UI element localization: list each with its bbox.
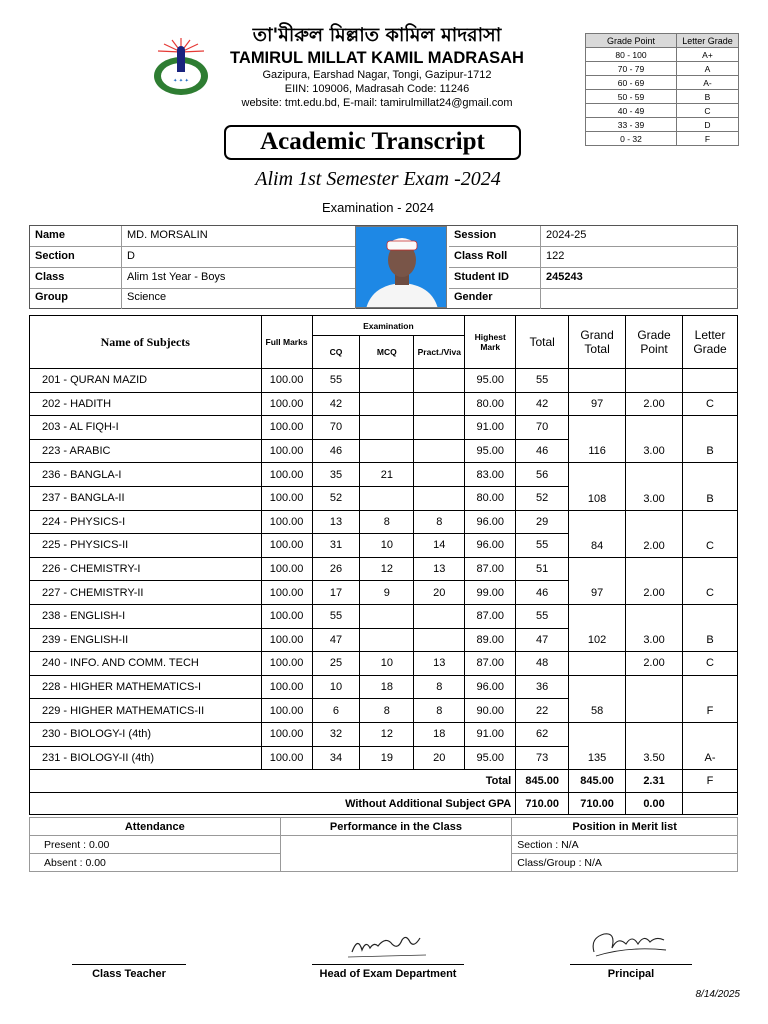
highest-mark: 96.00 — [465, 675, 516, 699]
grade-letter: A+ — [677, 48, 739, 62]
student-gender — [541, 288, 738, 309]
letter-grade — [682, 369, 737, 393]
full-marks: 100.00 — [261, 416, 312, 440]
highest-mark-header: Highest Mark — [465, 316, 516, 369]
grand-total: 102 — [569, 604, 626, 651]
full-marks: 100.00 — [261, 604, 312, 628]
pract-marks — [414, 628, 465, 652]
grade-range: 60 - 69 — [586, 76, 677, 90]
grade-point: 3.00 — [626, 416, 683, 463]
highest-mark: 95.00 — [465, 746, 516, 770]
section-position: Section : N/A — [512, 836, 738, 854]
highest-mark: 96.00 — [465, 534, 516, 558]
grade-point: 2.00 — [626, 557, 683, 604]
highest-mark: 96.00 — [465, 510, 516, 534]
full-marks: 100.00 — [261, 581, 312, 605]
table-row — [30, 652, 738, 676]
group-label: Group — [30, 288, 122, 309]
subject-total: 46 — [516, 581, 569, 605]
subject-name: 237 - BANGLA-II — [30, 486, 262, 510]
grand-total — [569, 369, 626, 393]
grade-letter: C — [677, 104, 739, 118]
school-name: TAMIRUL MILLAT KAMIL MADRASAH — [230, 49, 524, 67]
grade-scale-row — [586, 104, 739, 118]
grade-range: 33 - 39 — [586, 118, 677, 132]
pract-marks: 13 — [414, 557, 465, 581]
cq-marks: 35 — [312, 463, 360, 487]
mcq-header: MCQ — [360, 336, 414, 369]
grade-point: 2.00 — [626, 392, 683, 416]
subject-total: 29 — [516, 510, 569, 534]
highest-mark: 91.00 — [465, 722, 516, 746]
section-label: Section — [30, 247, 122, 268]
subject-total: 70 — [516, 416, 569, 440]
principal-line — [570, 964, 692, 965]
grade-scale-table — [585, 33, 739, 146]
without-additional-label: Without Additional Subject GPA — [30, 793, 516, 815]
grade-letter: F — [677, 132, 739, 146]
subject-name: 224 - PHYSICS-I — [30, 510, 262, 534]
grand-total: 58 — [569, 675, 626, 722]
subject-name: 229 - HIGHER MATHEMATICS-II — [30, 699, 262, 723]
cq-header: CQ — [312, 336, 360, 369]
school-address: Gazipura, Earshad Nagar, Tongi, Gazipur-1712 — [262, 69, 492, 81]
grade-range: 0 - 32 — [586, 132, 677, 146]
table-row — [30, 416, 738, 440]
letter-grade: C — [682, 652, 737, 676]
pract-marks — [414, 369, 465, 393]
letter-grade: C — [682, 510, 737, 557]
mcq-marks — [360, 439, 414, 463]
subject-name: 236 - BANGLA-I — [30, 463, 262, 487]
grade-scale-row — [586, 132, 739, 146]
subject-total: 73 — [516, 746, 569, 770]
letter-grade-header: Letter Grade — [682, 316, 737, 369]
svg-text:✦ ✦ ✦: ✦ ✦ ✦ — [173, 78, 189, 84]
attendance-absent: Absent : 0.00 — [30, 854, 281, 872]
name-label: Name — [30, 226, 122, 247]
grand-total-header: Grand Total — [569, 316, 626, 369]
examination-header: Examination — [312, 316, 465, 336]
grade-range: 40 - 49 — [586, 104, 677, 118]
letter-grade: B — [682, 463, 737, 510]
subject-name: 231 - BIOLOGY-II (4th) — [30, 746, 262, 770]
grand-total: 84 — [569, 510, 626, 557]
subject-total: 48 — [516, 652, 569, 676]
without-additional-total: 710.00 — [516, 793, 569, 815]
grand-total: 135 — [569, 722, 626, 769]
cq-marks: 34 — [312, 746, 360, 770]
grand-total — [569, 652, 626, 676]
highest-mark: 80.00 — [465, 486, 516, 510]
subject-total: 22 — [516, 699, 569, 723]
student-id: 245243 — [541, 268, 738, 289]
mcq-marks — [360, 604, 414, 628]
cq-marks: 25 — [312, 652, 360, 676]
subject-name: 226 - CHEMISTRY-I — [30, 557, 262, 581]
mcq-marks — [360, 486, 414, 510]
mcq-marks: 21 — [360, 463, 414, 487]
mcq-marks — [360, 369, 414, 393]
full-marks-header: Full Marks — [261, 316, 312, 369]
grade-point: 3.00 — [626, 463, 683, 510]
grade-point-header: Grade Point — [626, 316, 683, 369]
student-class: Alim 1st Year - Boys — [122, 268, 356, 289]
grade-point: 2.00 — [626, 510, 683, 557]
pract-marks — [414, 416, 465, 440]
without-additional-grand: 710.00 — [569, 793, 626, 815]
pract-marks: 13 — [414, 652, 465, 676]
position-header: Position in Merit list — [512, 818, 738, 836]
letter-grade: B — [682, 604, 737, 651]
grand-total: 116 — [569, 416, 626, 463]
grade-point: 2.00 — [626, 652, 683, 676]
pract-marks: 20 — [414, 746, 465, 770]
id-label: Student ID — [449, 268, 541, 289]
total-marks: 845.00 — [516, 770, 569, 793]
without-additional-letter — [682, 793, 737, 815]
highest-mark: 99.00 — [465, 581, 516, 605]
grade-range: 70 - 79 — [586, 62, 677, 76]
student-session: 2024-25 — [541, 226, 738, 247]
subject-total: 55 — [516, 369, 569, 393]
full-marks: 100.00 — [261, 392, 312, 416]
subject-total: 55 — [516, 604, 569, 628]
full-marks: 100.00 — [261, 510, 312, 534]
principal-signature — [588, 922, 668, 962]
cq-marks: 42 — [312, 392, 360, 416]
grade-scale-row — [586, 62, 739, 76]
total-label: Total — [30, 770, 516, 793]
subject-total: 42 — [516, 392, 569, 416]
subject-name: 201 - QURAN MAZID — [30, 369, 262, 393]
student-group: Science — [122, 288, 356, 309]
mcq-marks: 10 — [360, 652, 414, 676]
mcq-marks — [360, 628, 414, 652]
grade-range: 80 - 100 — [586, 48, 677, 62]
pract-marks: 20 — [414, 581, 465, 605]
cq-marks: 32 — [312, 722, 360, 746]
full-marks: 100.00 — [261, 746, 312, 770]
highest-mark: 87.00 — [465, 557, 516, 581]
grade-scale-row — [586, 118, 739, 132]
grand-total: 97 — [569, 392, 626, 416]
mcq-marks: 12 — [360, 722, 414, 746]
attendance-present: Present : 0.00 — [30, 836, 281, 854]
grade-point: 3.50 — [626, 722, 683, 769]
session-label: Session — [449, 226, 541, 247]
grade-point — [626, 369, 683, 393]
student-roll: 122 — [541, 247, 738, 268]
cq-marks: 55 — [312, 369, 360, 393]
mcq-marks: 18 — [360, 675, 414, 699]
mcq-marks: 8 — [360, 699, 414, 723]
grade-scale-row — [586, 48, 739, 62]
student-photo — [355, 226, 447, 308]
grade-letter: D — [677, 118, 739, 132]
mcq-marks: 19 — [360, 746, 414, 770]
grand-total: 97 — [569, 557, 626, 604]
head-exam-line — [312, 964, 464, 965]
table-row — [30, 722, 738, 746]
class-position: Class/Group : N/A — [512, 854, 738, 872]
full-marks: 100.00 — [261, 675, 312, 699]
pract-header: Pract./Viva — [414, 336, 465, 369]
gpa-value: 2.31 — [626, 770, 683, 793]
subject-name: 239 - ENGLISH-II — [30, 628, 262, 652]
cq-marks: 10 — [312, 675, 360, 699]
highest-mark: 91.00 — [465, 416, 516, 440]
exam-year: Examination - 2024 — [321, 200, 434, 215]
subject-name: 228 - HIGHER MATHEMATICS-I — [30, 675, 262, 699]
attendance-header: Attendance — [30, 818, 281, 836]
subjects-header: Name of Subjects — [30, 316, 262, 369]
full-marks: 100.00 — [261, 628, 312, 652]
pract-marks: 8 — [414, 675, 465, 699]
cq-marks: 55 — [312, 604, 360, 628]
letter-grade: C — [682, 392, 737, 416]
highest-mark: 95.00 — [465, 369, 516, 393]
school-name-bangla: তা'মীরুল মিল্লাত কামিল মাদরাসা — [252, 24, 502, 46]
full-marks: 100.00 — [261, 369, 312, 393]
subject-total: 46 — [516, 439, 569, 463]
grade-range: 50 - 59 — [586, 90, 677, 104]
highest-mark: 87.00 — [465, 604, 516, 628]
roll-label: Class Roll — [449, 247, 541, 268]
subject-name: 238 - ENGLISH-I — [30, 604, 262, 628]
pract-marks — [414, 463, 465, 487]
subject-total: 55 — [516, 534, 569, 558]
table-row — [30, 604, 738, 628]
table-row — [30, 510, 738, 534]
subject-name: 225 - PHYSICS-II — [30, 534, 262, 558]
highest-mark: 80.00 — [465, 392, 516, 416]
subject-name: 203 - AL FIQH-I — [30, 416, 262, 440]
full-marks: 100.00 — [261, 652, 312, 676]
principal-label: Principal — [607, 968, 655, 980]
class-teacher-label: Class Teacher — [92, 968, 166, 980]
full-marks: 100.00 — [261, 463, 312, 487]
pract-marks — [414, 604, 465, 628]
cq-marks: 13 — [312, 510, 360, 534]
mcq-marks: 12 — [360, 557, 414, 581]
mcq-marks: 10 — [360, 534, 414, 558]
head-exam-signature — [348, 926, 428, 962]
subject-name: 230 - BIOLOGY-I (4th) — [30, 722, 262, 746]
letter-grade: A- — [682, 722, 737, 769]
full-marks: 100.00 — [261, 722, 312, 746]
subject-total: 52 — [516, 486, 569, 510]
highest-mark: 87.00 — [465, 652, 516, 676]
exam-title: Alim 1st Semester Exam -2024 — [255, 168, 501, 190]
cq-marks: 47 — [312, 628, 360, 652]
cq-marks: 70 — [312, 416, 360, 440]
pract-marks: 14 — [414, 534, 465, 558]
subject-total: 36 — [516, 675, 569, 699]
student-section: D — [122, 247, 356, 268]
subject-total: 47 — [516, 628, 569, 652]
letter-grade: F — [682, 675, 737, 722]
head-exam-label: Head of Exam Department — [319, 968, 457, 980]
performance-value — [280, 836, 512, 872]
grade-point — [626, 675, 683, 722]
table-row — [30, 369, 738, 393]
grade-scale-header: Grade Point — [586, 34, 677, 48]
pract-marks — [414, 439, 465, 463]
madrasah-logo-icon — [150, 36, 212, 98]
school-contact: website: tmt.edu.bd, E-mail: tamirulmillat24@gmail.com — [241, 97, 513, 109]
grand-total-marks: 845.00 — [569, 770, 626, 793]
mcq-marks: 9 — [360, 581, 414, 605]
grade-point: 3.00 — [626, 604, 683, 651]
marks-table — [29, 315, 738, 815]
subject-total: 62 — [516, 722, 569, 746]
page-title: Academic Transcript — [224, 125, 521, 160]
grade-letter: B — [677, 90, 739, 104]
table-row — [30, 675, 738, 699]
grade-letter: A — [677, 62, 739, 76]
full-marks: 100.00 — [261, 439, 312, 463]
grade-scale-header: Letter Grade — [677, 34, 739, 48]
gender-label: Gender — [449, 288, 541, 309]
mcq-marks — [360, 416, 414, 440]
pract-marks: 8 — [414, 510, 465, 534]
highest-mark: 89.00 — [465, 628, 516, 652]
highest-mark: 90.00 — [465, 699, 516, 723]
cq-marks: 6 — [312, 699, 360, 723]
cq-marks: 52 — [312, 486, 360, 510]
subject-name: 202 - HADITH — [30, 392, 262, 416]
full-marks: 100.00 — [261, 557, 312, 581]
pract-marks: 8 — [414, 699, 465, 723]
subject-name: 240 - INFO. AND COMM. TECH — [30, 652, 262, 676]
highest-mark: 83.00 — [465, 463, 516, 487]
class-label: Class — [30, 268, 122, 289]
student-name: MD. MORSALIN — [122, 226, 356, 247]
print-date: 8/14/2025 — [695, 989, 740, 1000]
mcq-marks: 8 — [360, 510, 414, 534]
performance-header: Performance in the Class — [280, 818, 512, 836]
final-letter-grade: F — [682, 770, 737, 793]
cq-marks: 31 — [312, 534, 360, 558]
letter-grade: C — [682, 557, 737, 604]
subject-name: 227 - CHEMISTRY-II — [30, 581, 262, 605]
highest-mark: 95.00 — [465, 439, 516, 463]
subject-total: 56 — [516, 463, 569, 487]
mcq-marks — [360, 392, 414, 416]
subject-name: 223 - ARABIC — [30, 439, 262, 463]
without-additional-gpa: 0.00 — [626, 793, 683, 815]
attendance-table — [29, 817, 738, 872]
full-marks: 100.00 — [261, 699, 312, 723]
pract-marks: 18 — [414, 722, 465, 746]
subject-total: 51 — [516, 557, 569, 581]
table-row — [30, 392, 738, 416]
class-teacher-line — [72, 964, 186, 965]
letter-grade: B — [682, 416, 737, 463]
grade-scale-row — [586, 90, 739, 104]
full-marks: 100.00 — [261, 486, 312, 510]
grade-scale-row — [586, 76, 739, 90]
total-header: Total — [516, 316, 569, 369]
cq-marks: 46 — [312, 439, 360, 463]
table-row — [30, 557, 738, 581]
table-row — [30, 463, 738, 487]
school-codes: EIIN: 109006, Madrasah Code: 11246 — [284, 83, 470, 95]
cq-marks: 17 — [312, 581, 360, 605]
cq-marks: 26 — [312, 557, 360, 581]
pract-marks — [414, 486, 465, 510]
grade-letter: A- — [677, 76, 739, 90]
pract-marks — [414, 392, 465, 416]
grand-total: 108 — [569, 463, 626, 510]
full-marks: 100.00 — [261, 534, 312, 558]
